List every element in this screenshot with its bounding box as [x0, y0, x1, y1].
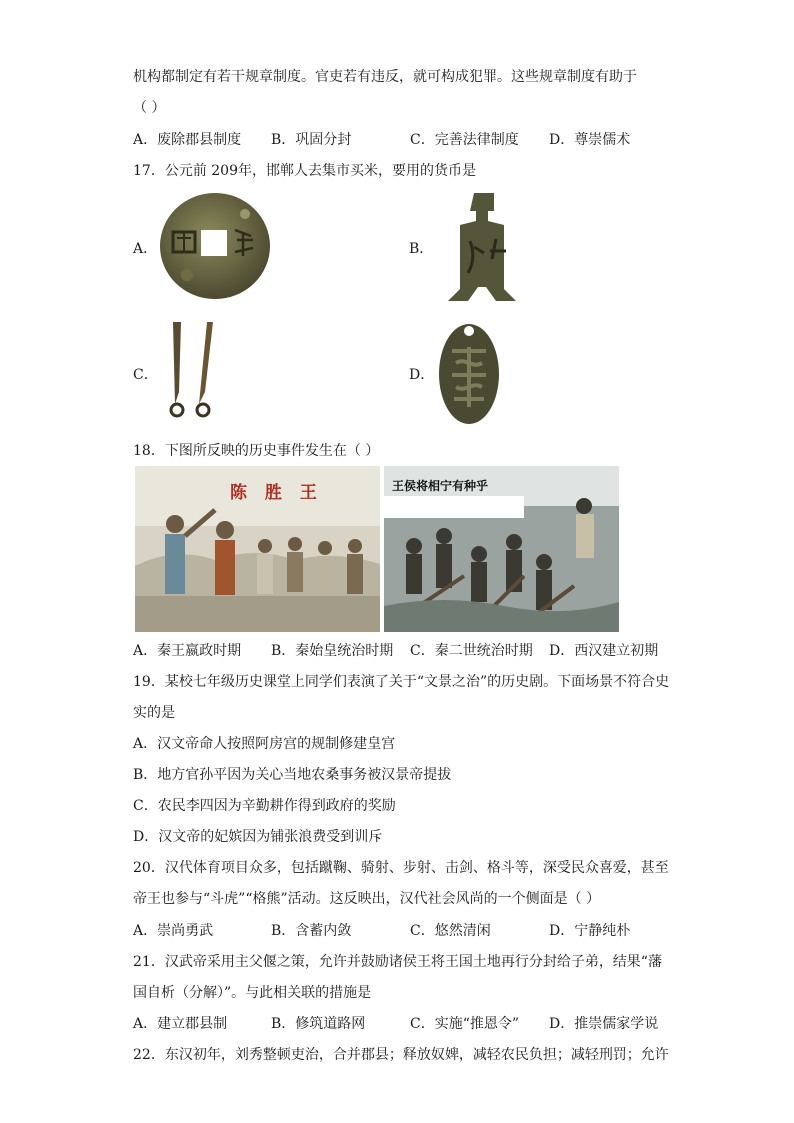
- q20-option-d[interactable]: D．宁静纯朴: [549, 923, 631, 939]
- q21-stem-line2: 国自析（分解）”。与此相关联的措施是: [133, 985, 372, 1001]
- q20-stem-line1: 20．汉代体育项目众多，包括蹴鞠、骑射、步射、击剑、格斗等，深受民众喜爱，甚至: [133, 860, 669, 876]
- q17-option-b-letter[interactable]: B．: [409, 241, 434, 257]
- q21-option-a[interactable]: A．建立郡县制: [133, 1016, 228, 1032]
- q16-stem-line: 机构都制定有若干规章制度。官吏若有违反，就可构成犯罪。这些规章制度有助于: [133, 69, 637, 85]
- knife-coins-image[interactable]: [163, 318, 223, 424]
- q19-option-d[interactable]: D．汉文帝的妃嫔因为铺张浪费受到训斥: [133, 829, 383, 845]
- q19-stem-line1: 19．某校七年级历史课堂上同学们表演了关于“文景之治”的历史剧。下面场景不符合史: [133, 674, 670, 690]
- q19-option-c[interactable]: C．农民李四因为辛勤耕作得到政府的奖励: [133, 798, 396, 814]
- q20-stem-line2: 帝王也参与“斗虎”“格熊”活动。这反映出，汉代社会风尚的一个侧面是（ ）: [133, 891, 601, 907]
- q18-option-b[interactable]: B．秦始皇统治时期: [271, 643, 394, 659]
- banliang-coin-image[interactable]: [157, 190, 273, 302]
- q18-option-a[interactable]: A．秦王嬴政时期: [133, 643, 242, 659]
- q18-option-d[interactable]: D．西汉建立初期: [549, 643, 659, 659]
- q18-option-c[interactable]: C．秦二世统治时期: [410, 643, 533, 659]
- q16-option-a[interactable]: A．废除郡县制度: [133, 132, 242, 148]
- q16-option-d[interactable]: D．尊崇儒术: [549, 132, 631, 148]
- q20-option-a[interactable]: A．崇尚勇武: [133, 923, 214, 939]
- q21-option-d[interactable]: D．推崇儒家学说: [549, 1016, 659, 1032]
- q21-stem-line1: 21．汉武帝采用主父偃之策，允许并鼓励诸侯王将王国土地再行分封给子弟，结果“藩: [133, 954, 662, 970]
- chen-sheng-caption: 陈 胜 王: [230, 483, 323, 503]
- q17-stem: 17．公元前 209年，邯郸人去集市买米，要用的货币是: [133, 163, 476, 179]
- q20-option-c[interactable]: C．悠然清闲: [410, 923, 491, 939]
- q16-answer-bracket: （ ）: [133, 100, 166, 116]
- q17-option-a-letter[interactable]: A．: [133, 241, 158, 257]
- q18-stem: 18．下图所反映的历史事件发生在（ ）: [133, 443, 380, 459]
- q16-option-b[interactable]: B．巩固分封: [271, 132, 352, 148]
- q17-option-d-letter[interactable]: D．: [409, 367, 435, 383]
- q17-option-c-letter[interactable]: C．: [133, 367, 158, 383]
- q16-option-c[interactable]: C．完善法律制度: [410, 132, 519, 148]
- q19-option-b[interactable]: B．地方官孙平因为关心当地农桑事务被汉景帝提拔: [133, 767, 452, 783]
- q19-option-a[interactable]: A．汉文帝命人按照阿房宫的规制修建皇宫: [133, 736, 396, 752]
- q21-option-b[interactable]: B．修筑道路网: [271, 1016, 366, 1032]
- uprising-caption: 王侯将相宁有种乎: [392, 479, 489, 493]
- ant-nose-coin-image[interactable]: [434, 317, 504, 427]
- spade-coin-image[interactable]: [440, 191, 532, 303]
- q20-option-b[interactable]: B．含蓄内敛: [271, 923, 352, 939]
- q19-stem-line2: 实的是: [133, 705, 175, 721]
- q21-option-c[interactable]: C．实施“推恩令”: [410, 1016, 520, 1032]
- q22-stem-line1: 22．东汉初年，刘秀整顿吏治，合并郡县；释放奴婢，减轻农民负担；减轻刑罚；允许: [133, 1047, 669, 1063]
